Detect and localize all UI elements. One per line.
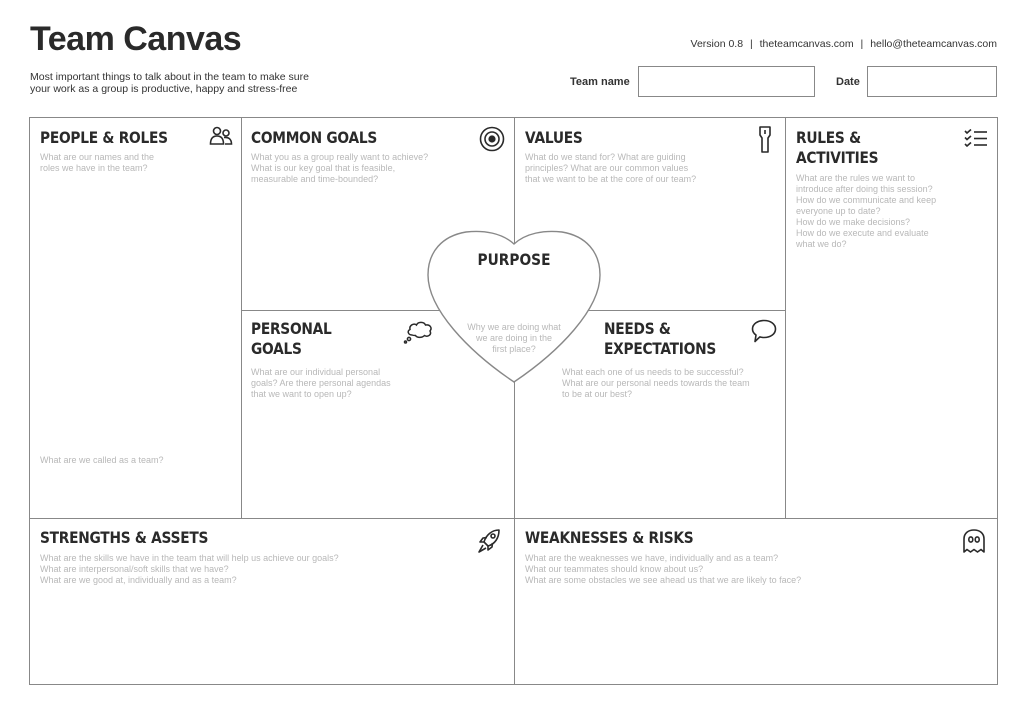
section-title-personal-goals: PERSONAL GOALS [251, 319, 332, 358]
rocket-icon [477, 528, 501, 554]
page-subtitle [30, 71, 350, 95]
torch-icon [757, 126, 773, 154]
section-prompt-common-goals: What you as a group really want to achieve? What is our key goal that is feasible, measurable and time-bounded? [251, 152, 429, 184]
date-label: Date [836, 76, 860, 88]
version-label: Version 0.8 [690, 38, 744, 50]
section-prompt-values: What do we stand for? What are guiding principles? What are our common values that we want to be at the core of our team? [525, 152, 697, 184]
target-icon [479, 126, 505, 152]
section-prompt-strengths-assets: What are the skills we have in the team that will help us achieve our goals? What are interpersonal/soft skills that we have? What are we good at, individually and as a team? [40, 553, 339, 585]
team-name-label: Team name [570, 76, 630, 88]
section-title-common-goals: COMMON GOALS [251, 128, 378, 147]
separator: | [749, 38, 753, 50]
divider-vertical-3 [785, 117, 786, 518]
website-link[interactable]: theteamcanvas.com [759, 38, 854, 50]
section-prompt-purpose [455, 322, 573, 355]
section-title-weaknesses-risks: WEAKNESSES & RISKS [525, 528, 694, 547]
section-prompt-rules-activities: What are the rules we want to introduce after doing this session? How do we communicate and keep everyone up to date? How do we make decisions? How do we execute and evaluate what we do? [796, 173, 937, 249]
page-title: Team Canvas [30, 20, 242, 58]
divider-vertical-center [514, 117, 515, 685]
separator: | [860, 38, 864, 50]
subtitle-line-2: your work as a group is productive, happy and stress-free [30, 83, 298, 95]
section-title-values: VALUES [525, 128, 583, 147]
ghost-icon [962, 528, 986, 554]
subtitle-line-1: Most important things to talk about in the team to make sure [30, 71, 309, 83]
version-info [691, 38, 997, 50]
purpose-prompt-text: Why we are doing what we are doing in the first place? [467, 322, 561, 354]
section-prompt-team-name: What are we called as a team? [40, 455, 164, 465]
section-prompt-people-roles: What are our names and the roles we have in the team? [40, 152, 155, 173]
speech-bubble-icon [751, 319, 777, 343]
date-field[interactable] [867, 66, 997, 97]
section-prompt-weaknesses-risks: What are the weaknesses we have, individually and as a team? What our teammates should know about us? What are some obstacles we see ahead us that we are likely to face? [525, 553, 802, 585]
team-name-field[interactable] [638, 66, 815, 97]
email-link[interactable]: hello@theteamcanvas.com [870, 38, 997, 50]
section-prompt-needs-expectations: What each one of us needs to be successful? What are our personal needs towards the team to be at our best? [562, 367, 750, 399]
checklist-icon [964, 129, 988, 147]
section-title-rules-activities: RULES & ACTIVITIES [796, 128, 879, 167]
section-title-strengths-assets: STRENGTHS & ASSETS [40, 528, 209, 547]
divider-vertical-1 [241, 117, 242, 518]
section-title-people-roles: PEOPLE & ROLES [40, 128, 168, 147]
people-icon [209, 126, 233, 146]
section-prompt-personal-goals: What are our individual personal goals? Are there personal agendas that we want to open up? [251, 367, 391, 399]
section-title-needs-expectations: NEEDS & EXPECTATIONS [604, 319, 717, 358]
section-title-purpose: PURPOSE [477, 250, 551, 269]
